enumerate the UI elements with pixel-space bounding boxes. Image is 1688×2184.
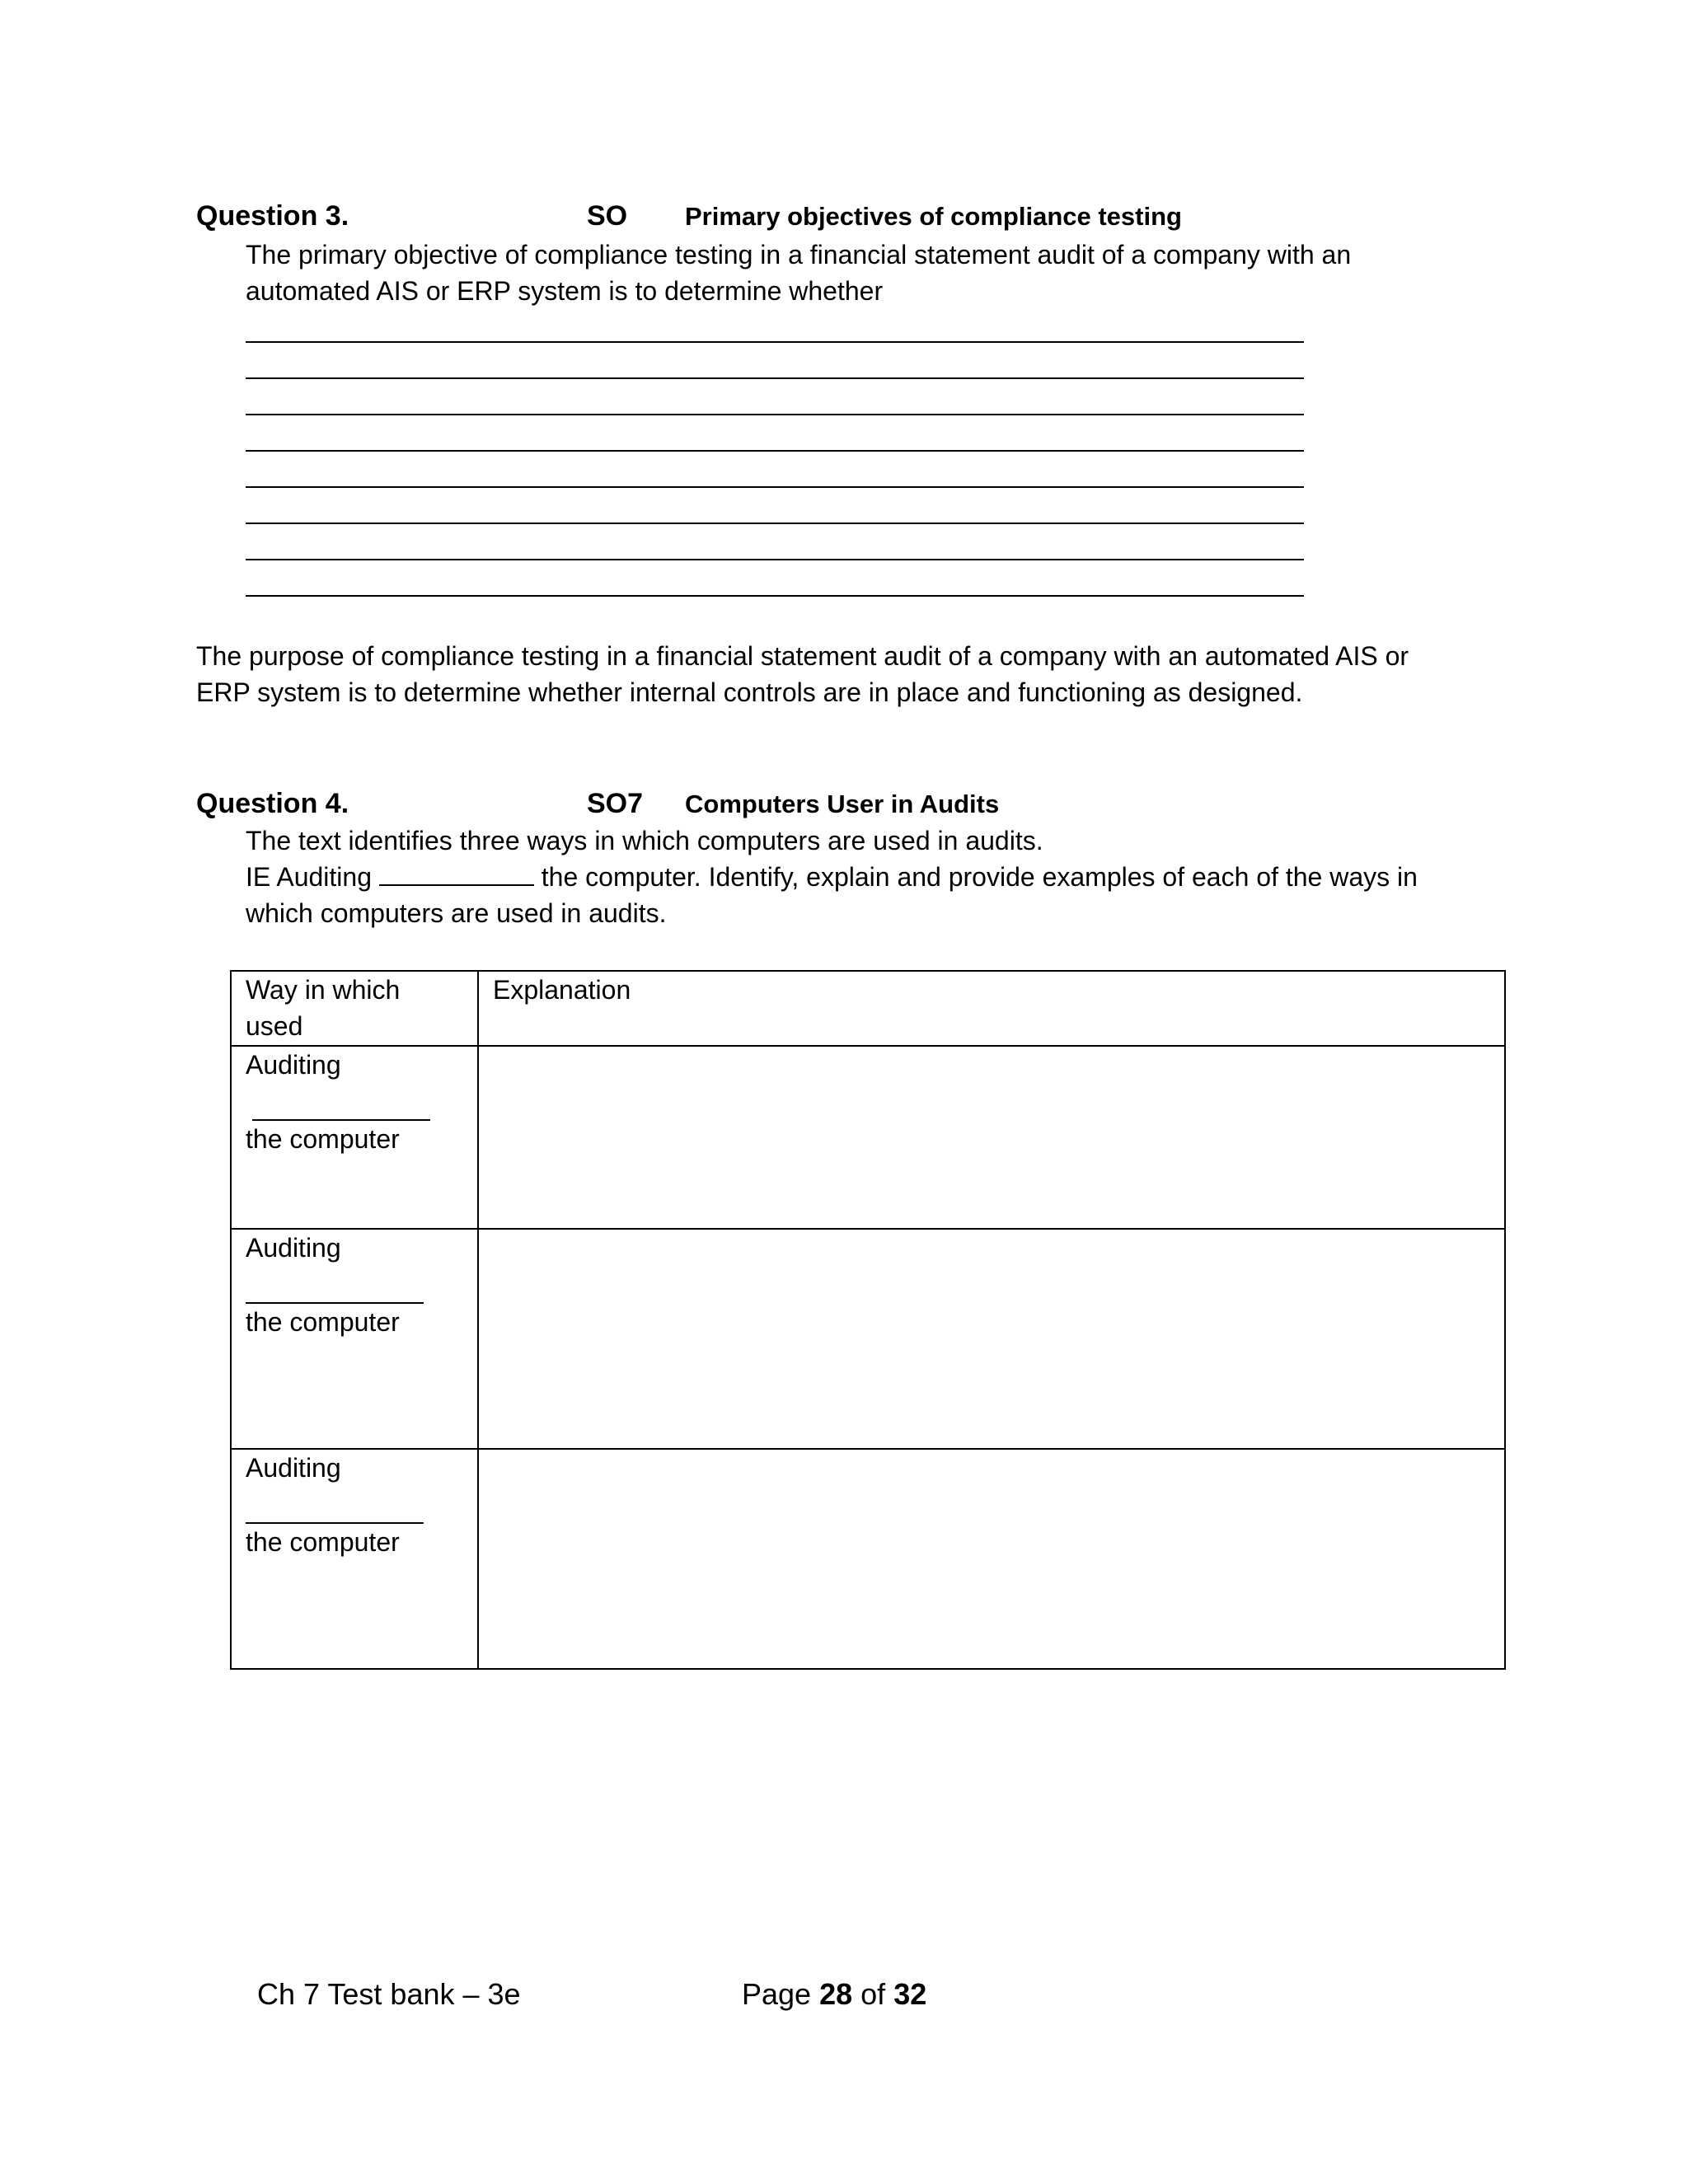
footer-of-word: of — [860, 1977, 886, 2011]
way-top-label: Auditing — [246, 1233, 341, 1263]
explanation-cell — [478, 1449, 1505, 1669]
table-header-row — [231, 971, 1505, 1046]
header-explanation-cell — [478, 971, 1505, 1046]
footer-page-word: Page — [742, 1977, 812, 2011]
way-cell — [231, 1449, 478, 1669]
table-row — [231, 1046, 1505, 1229]
question-3-prompt-line-1: The primary objective of compliance testing in a financial statement audit of a company with an — [246, 240, 1352, 269]
question-3-topic: Primary objectives of compliance testing — [685, 202, 1182, 231]
answer-line — [246, 450, 1304, 452]
question-3-prompt-line-2: automated AIS or ERP system is to determine whether — [246, 276, 884, 306]
footer-page-number — [742, 1976, 926, 2013]
question-4-prompt-line-2 — [246, 859, 1418, 895]
answer-line — [246, 414, 1304, 415]
prompt-post-blank: the computer. Identify, explain and provide examples of each of the ways in — [533, 862, 1418, 892]
header-explanation: Explanation — [493, 975, 631, 1005]
way-top-label: Auditing — [246, 1453, 341, 1483]
question-3-label: Question 3. — [196, 200, 349, 232]
way-top-label: Auditing — [246, 1050, 341, 1080]
prompt-pre-blank: IE Auditing — [246, 862, 379, 892]
question-3-answer-line-2: ERP system is to determine whether internal controls are in place and functioning as designed. — [196, 677, 1303, 707]
answer-line — [246, 595, 1304, 597]
table-row — [231, 1449, 1505, 1669]
question-4-prompt-line-1: The text identifies three ways in which computers are used in audits. — [246, 826, 1043, 855]
table-row — [231, 1229, 1505, 1449]
question-3-so: SO — [587, 200, 628, 232]
way-bottom-label: the computer — [246, 1527, 400, 1557]
way-cell — [231, 1046, 478, 1229]
question-3-answer-line-1: The purpose of compliance testing in a financial statement audit of a company with an automated AIS or — [196, 641, 1409, 671]
explanation-cell — [478, 1046, 1505, 1229]
answer-line — [246, 486, 1304, 488]
answer-line — [246, 377, 1304, 379]
question-4-topic: Computers User in Audits — [685, 790, 1000, 818]
way-bottom-label: the computer — [246, 1307, 400, 1337]
header-way-cell — [231, 971, 478, 1046]
header-way-line-2: used — [246, 1011, 303, 1041]
footer-page-total: 32 — [893, 1977, 927, 2011]
footer-page-current: 28 — [819, 1977, 853, 2011]
footer-document-title: Ch 7 Test bank – 3e — [257, 1977, 521, 2011]
inline-blank — [379, 860, 534, 886]
ways-table — [230, 970, 1506, 1670]
way-bottom-label: the computer — [246, 1124, 400, 1154]
explanation-cell — [478, 1229, 1505, 1449]
header-way-line-1: Way in which — [246, 975, 401, 1005]
way-cell — [231, 1229, 478, 1449]
answer-line — [246, 523, 1304, 524]
question-4-label: Question 4. — [196, 788, 349, 819]
answer-line — [246, 559, 1304, 560]
question-4-prompt-line-3: which computers are used in audits. — [246, 898, 667, 928]
answer-line — [246, 341, 1304, 343]
question-4-so: SO7 — [587, 788, 644, 819]
